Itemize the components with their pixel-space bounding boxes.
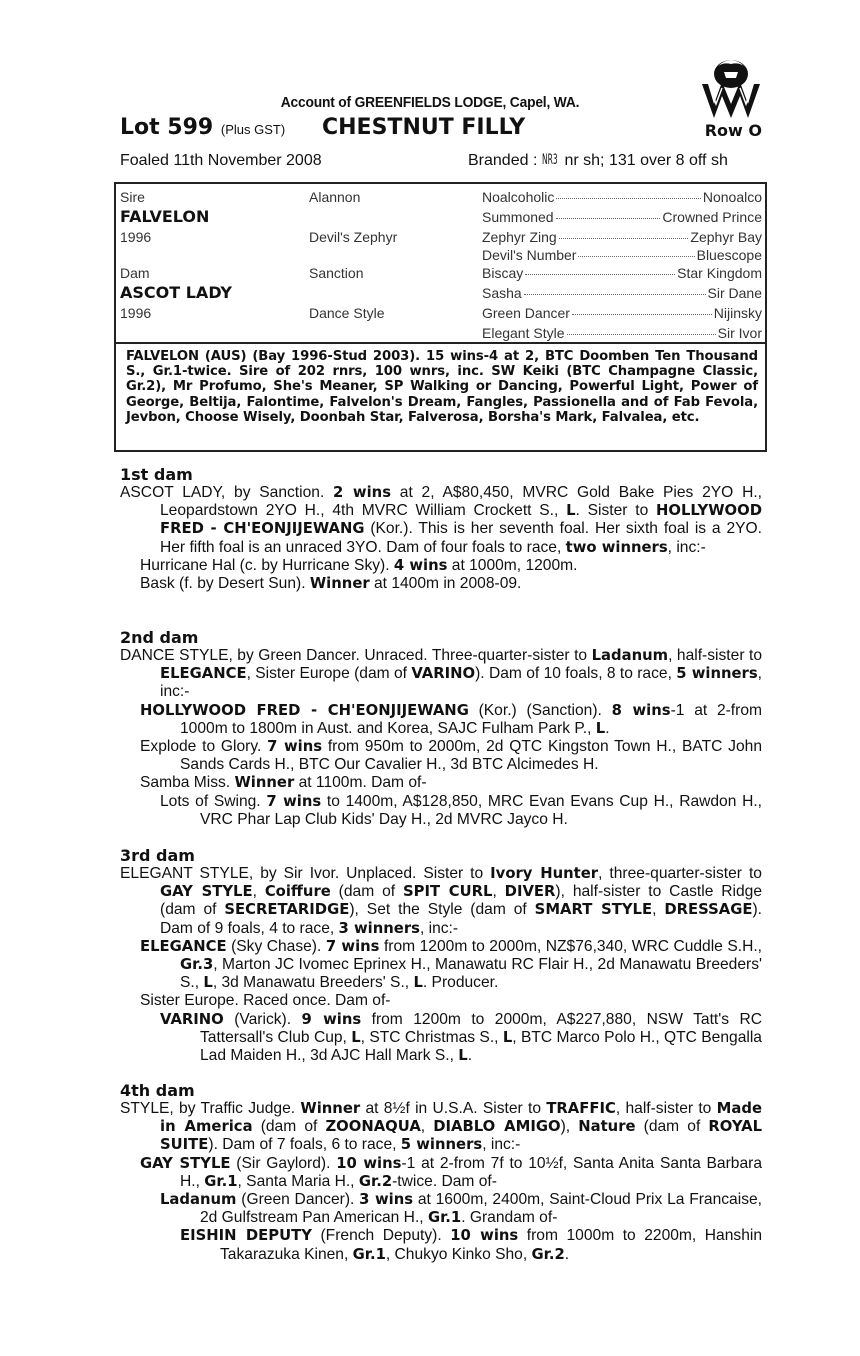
brand-mark: NR3 bbox=[541, 152, 558, 168]
dam-1-progeny-2: Bask (f. by Desert Sun). Winner at 1400m in 2008-09. bbox=[140, 575, 522, 593]
dam-name: ASCOT LADY bbox=[120, 283, 233, 302]
dam-2-progeny-1: HOLLYWOOD FRED - CH'EONJIJEWANG (Kor.) (Sanction). 8 wins-1 at 2-from 1000m to 1800m in Aust. and Korea, SAJC Fulham Park P., L. bbox=[140, 701, 762, 737]
dam-4-grand-progeny-1: Ladanum (Green Dancer). 3 wins at 1600m, 2400m, Saint-Cloud Prix La Francaise, 2d Gulfstream Pan American H., Gr.1. Grandam of- bbox=[160, 1191, 762, 1227]
dam-heading-4: 4th dam bbox=[120, 1081, 195, 1100]
account-line: Account of GREENFIELDS LODGE, Capel, WA. bbox=[280, 94, 580, 111]
sire-label: Sire bbox=[120, 189, 145, 205]
plus-gst: (Plus GST) bbox=[220, 122, 286, 137]
dam-2-progeny-3: Samba Miss. Winner at 1100m. Dam of- bbox=[140, 774, 427, 792]
great-grandparent-8: Elegant Style Sir Ivor bbox=[482, 325, 762, 341]
dam-1-summary: ASCOT LADY, by Sanction. 2 wins at 2, A$80,450, MVRC Gold Bake Pies 2YO H., Leopardstown 2YO H., 4th MVRC William Crockett S., L. Sister to HOLLYWOOD FRED - CH'EONJIJEWANG (Kor.). This is her seventh foal. Her sixth foal is a 2YO. Her fifth foal is an unraced 3YO. Dam of four foals to race, two winners, inc:- bbox=[120, 484, 763, 556]
stud-logo bbox=[700, 52, 762, 122]
dam-1-text bbox=[120, 484, 762, 593]
grandsire-1: Alannon bbox=[309, 189, 361, 205]
great-grandparent-3: Zephyr Zing Zephyr Bay bbox=[482, 229, 762, 245]
branded-info: Branded : NR3 nr sh; 131 over 8 off sh bbox=[468, 152, 728, 169]
dam-3-text bbox=[120, 865, 762, 1065]
granddam-1: Devil's Zephyr bbox=[309, 229, 398, 245]
great-grandparent-5: Biscay Star Kingdom bbox=[482, 265, 762, 281]
pedigree-table bbox=[114, 182, 767, 344]
dam-2-progeny-2: Explode to Glory. 7 wins from 950m to 2000m, 2d QTC Kingston Town H., BATC John Sands Cards H., BTC Our Cavalier H., 3d BTC Alcimedes H. bbox=[140, 738, 762, 774]
great-grandparent-1: Noalcoholic Nonoalco bbox=[482, 189, 762, 205]
dam-3-progeny-1: ELEGANCE (Sky Chase). 7 wins from 1200m to 2000m, NZ$76,340, WRC Cuddle S.H., Gr.3, Marton JC Ivomec Eprinex H., Manawatu RC Flair H., 2d Manawatu Breeders' S., L, 3d Manawatu Breeders' S., L. Producer. bbox=[140, 937, 762, 992]
dam-4-progeny-1: GAY STYLE (Sir Gaylord). 10 wins-1 at 2-from 7f to 10½f, Santa Anita Santa Barbara H., Gr.1, Santa Maria H., Gr.2-twice. Dam of- bbox=[140, 1154, 762, 1190]
great-grandparent-7: Green Dancer Nijinsky bbox=[482, 305, 762, 321]
dam-heading-1: 1st dam bbox=[120, 465, 193, 484]
granddam-2: Dance Style bbox=[309, 305, 385, 321]
dam-4-great-grand-progeny-1: EISHIN DEPUTY (French Deputy). 10 wins from 1000m to 2200m, Hanshin Takarazuka Kinen, Gr.1, Chukyo Kinko Sho, Gr.2. bbox=[180, 1227, 763, 1263]
sire-summary: FALVELON (AUS) (Bay 1996-Stud 2003). 15 wins-4 at 2, BTC Doomben Ten Thousand S., Gr.1-twice. Sire of 202 rnrs, 100 wnrs, inc. SW Keiki (BTC Champagne Classic, Gr.2), Mr Profumo, She's Meaner, SP Walking or Dancing, Powerful Light, Power of George, Beltija, Falontime, Falvelon's Dream, Fangles, Passionella and of Fab Fevola, Jevbon, Choose Wisely, Doonbah Star, Falverosa, Borsha's Mark, Falvalea, etc. bbox=[126, 349, 758, 425]
dam-3-grand-progeny-1: VARINO (Varick). 9 wins from 1200m to 2000m, A$227,880, NSW Tatt's RC Tattersall's Club Cup, L, STC Christmas S., L, BTC Marco Polo H., QTC Bengalla Lad Maiden H., 3d AJC Hall Mark S., L. bbox=[160, 1010, 762, 1065]
dam-1-progeny-1: Hurricane Hal (c. by Hurricane Sky). 4 wins at 1000m, 1200m. bbox=[140, 556, 578, 574]
dam-heading-3: 3rd dam bbox=[120, 846, 195, 865]
lot-number: Lot 599 (Plus GST) bbox=[120, 115, 286, 140]
grandsire-2: Sanction bbox=[309, 265, 364, 281]
dam-label: Dam bbox=[120, 265, 150, 281]
lot-title: CHESTNUT FILLY bbox=[322, 115, 526, 140]
dam-heading-2: 2nd dam bbox=[120, 628, 199, 647]
dam-2-text bbox=[120, 647, 762, 829]
dam-2-summary: DANCE STYLE, by Green Dancer. Unraced. Three-quarter-sister to Ladanum, half-sister to ELEGANCE, Sister Europe (dam of VARINO). Dam of 10 foals, 8 to race, 5 winners, inc:- bbox=[120, 647, 763, 701]
dam-4-summary: STYLE, by Traffic Judge. Winner at 8½f in U.S.A. Sister to TRAFFIC, half-sister to Made in America (dam of ZOONAQUA, DIABLO AMIGO), Nature (dam of ROYAL SUITE). Dam of 7 foals, 6 to race, 5 winners, inc:- bbox=[120, 1100, 763, 1154]
dam-2-grand-progeny-1: Lots of Swing. 7 wins to 1400m, A$128,850, MRC Evan Evans Cup H., Rawdon H., VRC Phar Lap Club Kids' Day H., 2d MVRC Jayco H. bbox=[160, 792, 763, 828]
sire-name: FALVELON bbox=[120, 207, 210, 226]
row-label: Row O bbox=[704, 121, 762, 140]
dam-year: 1996 bbox=[120, 305, 152, 321]
dam-3-progeny-2: Sister Europe. Raced once. Dam of- bbox=[140, 992, 391, 1010]
lot-line bbox=[120, 115, 762, 147]
foaled-date: Foaled 11th November 2008 bbox=[120, 152, 322, 169]
dam-4-text bbox=[120, 1100, 762, 1264]
great-grandparent-2: Summoned Crowned Prince bbox=[482, 209, 762, 225]
great-grandparent-4: Devil's Number Bluescope bbox=[482, 247, 762, 263]
great-grandparent-6: Sasha Sir Dane bbox=[482, 285, 762, 301]
sire-year: 1996 bbox=[120, 229, 152, 245]
dam-3-summary: ELEGANT STYLE, by Sir Ivor. Unplaced. Sister to Ivory Hunter, three-quarter-sister to GAY STYLE, Coiffure (dam of SPIT CURL, DIVER), half-sister to Castle Ridge (dam of SECRETARIDGE), Set the Style (dam of SMART STYLE, DRESSAGE). Dam of 9 foals, 4 to race, 3 winners, inc:- bbox=[120, 865, 763, 937]
